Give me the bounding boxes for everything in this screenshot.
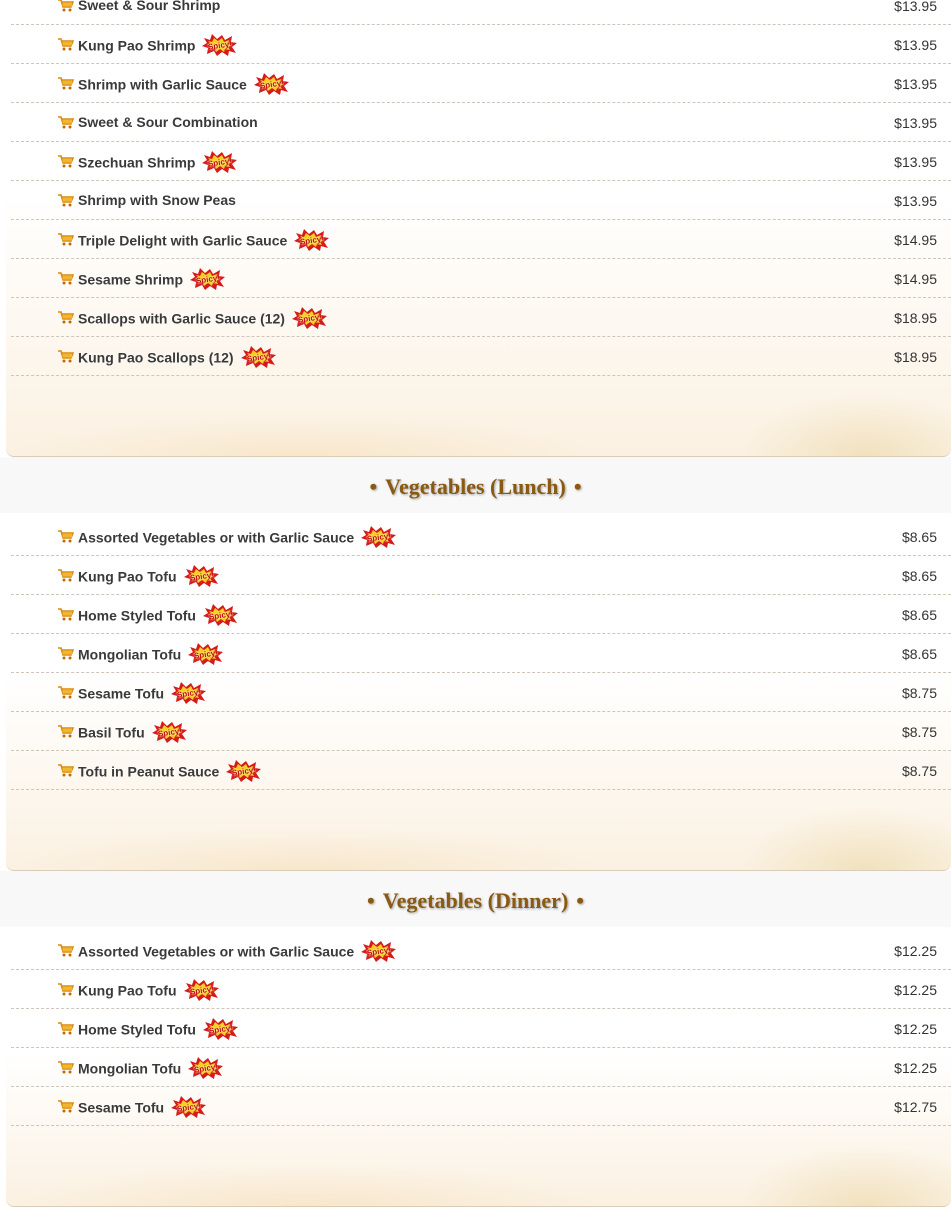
svg-text:Spicy!: Spicy! bbox=[207, 39, 233, 52]
menu-item-name-text: Kung Pao Scallops (12) bbox=[78, 349, 234, 366]
menu-item-name-text: Assorted Vegetables or with Garlic Sauce bbox=[78, 943, 355, 960]
menu-item-name[interactable] bbox=[78, 1020, 239, 1042]
spicy-badge-icon bbox=[171, 1096, 207, 1118]
spicy-badge-icon bbox=[184, 565, 220, 587]
menu-item-name-text: Szechuan Shrimp bbox=[78, 154, 196, 171]
section-header bbox=[0, 457, 951, 513]
menu-item-row[interactable] bbox=[11, 25, 951, 64]
spicy-badge-icon bbox=[171, 682, 207, 704]
spicy-badge-icon bbox=[241, 346, 277, 368]
menu-item-row[interactable] bbox=[11, 595, 951, 634]
menu-item-row[interactable] bbox=[11, 103, 951, 142]
section-footer-pad bbox=[6, 376, 951, 456]
menu-item-name[interactable] bbox=[78, 1098, 207, 1120]
shopping-cart-icon[interactable] bbox=[58, 194, 74, 207]
menu-item-row[interactable] bbox=[11, 556, 951, 595]
svg-text:Spicy!: Spicy! bbox=[195, 273, 221, 286]
shopping-cart-icon[interactable] bbox=[58, 311, 74, 324]
menu-item-name-text: Assorted Vegetables or with Garlic Sauce bbox=[78, 529, 355, 546]
bullet-icon: • bbox=[367, 888, 375, 913]
spicy-badge-icon bbox=[190, 268, 226, 290]
menu-item-row[interactable] bbox=[11, 298, 951, 337]
svg-text:Spicy!: Spicy! bbox=[176, 687, 202, 700]
menu-item-price: $8.75 bbox=[901, 763, 937, 779]
shopping-cart-icon[interactable] bbox=[58, 0, 74, 12]
shopping-cart-icon[interactable] bbox=[58, 1061, 74, 1074]
section-title bbox=[0, 474, 951, 500]
spicy-badge-icon bbox=[361, 526, 397, 548]
menu-item-name-text: Scallops with Garlic Sauce (12) bbox=[78, 310, 285, 327]
shopping-cart-icon[interactable] bbox=[58, 647, 74, 660]
menu-item-name[interactable] bbox=[78, 723, 188, 745]
menu-item-name[interactable] bbox=[78, 348, 277, 370]
menu-item-price: $14.95 bbox=[894, 232, 937, 248]
menu-item-name[interactable] bbox=[78, 75, 290, 97]
menu-item-name-text: Sweet & Sour Shrimp bbox=[78, 0, 221, 13]
menu-item-name-text: Sesame Shrimp bbox=[78, 271, 184, 288]
shopping-cart-icon[interactable] bbox=[58, 569, 74, 582]
shopping-cart-icon[interactable] bbox=[58, 155, 74, 168]
menu-item-price: $8.65 bbox=[901, 607, 937, 623]
shopping-cart-icon[interactable] bbox=[58, 608, 74, 621]
menu-item-price: $12.25 bbox=[894, 1060, 937, 1076]
menu-item-price: $13.95 bbox=[894, 193, 937, 209]
spicy-badge-icon bbox=[184, 979, 220, 1001]
menu-item-name[interactable] bbox=[78, 153, 238, 175]
svg-text:Spicy!: Spicy! bbox=[299, 234, 325, 247]
menu-item-name[interactable] bbox=[78, 645, 224, 667]
section-footer-pad bbox=[6, 1126, 951, 1206]
shopping-cart-icon[interactable] bbox=[58, 944, 74, 957]
shopping-cart-icon[interactable] bbox=[58, 233, 74, 246]
menu-item-name-text: Mongolian Tofu bbox=[78, 1060, 182, 1077]
menu-item-row[interactable] bbox=[11, 751, 951, 790]
spicy-badge-icon bbox=[292, 307, 328, 329]
svg-text:Spicy!: Spicy! bbox=[176, 1101, 202, 1114]
section-title-text: Vegetables (Lunch) bbox=[385, 474, 566, 499]
shopping-cart-icon[interactable] bbox=[58, 77, 74, 90]
menu-item-price: $13.95 bbox=[894, 154, 937, 170]
menu-item-name[interactable] bbox=[78, 192, 236, 208]
svg-text:Spicy!: Spicy! bbox=[366, 945, 392, 958]
spicy-badge-icon bbox=[361, 940, 397, 962]
menu-item-name[interactable] bbox=[78, 114, 258, 130]
menu-item-row[interactable] bbox=[11, 259, 951, 298]
menu-item-name-text: Home Styled Tofu bbox=[78, 607, 196, 624]
shopping-cart-icon[interactable] bbox=[58, 530, 74, 543]
shopping-cart-icon[interactable] bbox=[58, 1100, 74, 1113]
section-header bbox=[0, 871, 951, 927]
section-title-text: Vegetables (Dinner) bbox=[382, 888, 569, 913]
menu-item-row[interactable] bbox=[11, 220, 951, 259]
menu-item-name[interactable] bbox=[78, 981, 220, 1003]
svg-text:Spicy!: Spicy! bbox=[188, 984, 214, 997]
menu-item-row[interactable] bbox=[11, 634, 951, 673]
menu-item-row[interactable] bbox=[11, 970, 951, 1009]
menu-item-name-text: Shrimp with Snow Peas bbox=[78, 192, 236, 208]
shopping-cart-icon[interactable] bbox=[58, 272, 74, 285]
svg-text:Spicy!: Spicy! bbox=[188, 570, 214, 583]
menu-item-name-text: Shrimp with Garlic Sauce bbox=[78, 76, 247, 93]
section-title bbox=[0, 888, 951, 914]
shopping-cart-icon[interactable] bbox=[58, 983, 74, 996]
bullet-icon: • bbox=[573, 474, 582, 499]
menu-list bbox=[6, 927, 951, 1126]
menu-item-name[interactable] bbox=[78, 684, 207, 706]
menu-item-name[interactable] bbox=[78, 309, 328, 331]
menu-item-name-text: Triple Delight with Garlic Sauce bbox=[78, 232, 288, 249]
spicy-badge-icon bbox=[226, 760, 262, 782]
menu-item-price: $18.95 bbox=[894, 310, 937, 326]
menu-section bbox=[6, 0, 951, 457]
menu-item-name[interactable] bbox=[78, 0, 220, 13]
menu-item-price: $12.25 bbox=[894, 1021, 937, 1037]
menu-item-name[interactable] bbox=[78, 231, 330, 253]
menu-item-name-text: Sesame Tofu bbox=[78, 685, 165, 702]
menu-item-row[interactable] bbox=[11, 712, 951, 751]
menu-item-name[interactable] bbox=[78, 270, 226, 292]
menu-item-row[interactable] bbox=[11, 1048, 951, 1087]
menu-item-name[interactable] bbox=[78, 606, 239, 628]
menu-item-row[interactable] bbox=[11, 64, 951, 103]
menu-item-name-text: Kung Pao Tofu bbox=[78, 982, 177, 999]
spicy-badge-icon bbox=[152, 721, 188, 743]
svg-text:Spicy!: Spicy! bbox=[231, 765, 257, 778]
svg-text:Spicy!: Spicy! bbox=[246, 351, 272, 364]
menu-item-name[interactable] bbox=[78, 567, 220, 589]
menu-item-row[interactable] bbox=[11, 181, 951, 220]
section-footer-pad bbox=[6, 790, 951, 870]
menu-item-name-text: Tofu in Peanut Sauce bbox=[78, 763, 220, 780]
menu-item-price: $8.75 bbox=[901, 685, 937, 701]
spicy-badge-icon bbox=[202, 34, 238, 56]
menu-item-row[interactable] bbox=[11, 0, 951, 25]
menu-item-price: $13.95 bbox=[894, 37, 937, 53]
menu-item-name-text: Kung Pao Shrimp bbox=[78, 37, 196, 54]
menu-item-price: $13.95 bbox=[894, 76, 937, 92]
bullet-icon: • bbox=[369, 474, 378, 499]
spicy-badge-icon bbox=[188, 1057, 224, 1079]
menu-section bbox=[6, 513, 951, 871]
svg-text:Spicy!: Spicy! bbox=[193, 1062, 219, 1075]
spicy-badge-icon bbox=[202, 151, 238, 173]
shopping-cart-icon[interactable] bbox=[58, 350, 74, 363]
menu-item-price: $8.75 bbox=[901, 724, 937, 740]
menu-item-price: $14.95 bbox=[894, 271, 937, 287]
svg-text:Spicy!: Spicy! bbox=[193, 648, 219, 661]
menu-item-name[interactable] bbox=[78, 36, 238, 58]
shopping-cart-icon[interactable] bbox=[58, 116, 74, 129]
svg-text:Spicy!: Spicy! bbox=[208, 1023, 234, 1036]
menu-section bbox=[6, 927, 951, 1207]
menu-item-name-text: Sweet & Sour Combination bbox=[78, 114, 258, 130]
shopping-cart-icon[interactable] bbox=[58, 725, 74, 738]
menu-item-price: $12.25 bbox=[894, 982, 937, 998]
menu-item-name-text: Mongolian Tofu bbox=[78, 646, 182, 663]
menu-item-price: $13.95 bbox=[894, 115, 937, 131]
menu-item-row[interactable] bbox=[11, 337, 951, 376]
shopping-cart-icon[interactable] bbox=[58, 1022, 74, 1035]
spicy-badge-icon bbox=[254, 73, 290, 95]
svg-text:Spicy!: Spicy! bbox=[208, 609, 234, 622]
menu-item-price: $8.65 bbox=[901, 646, 937, 662]
svg-text:Spicy!: Spicy! bbox=[259, 78, 285, 91]
spicy-badge-icon bbox=[203, 604, 239, 626]
menu-item-price: $8.65 bbox=[901, 568, 937, 584]
menu-item-row[interactable] bbox=[11, 1009, 951, 1048]
menu-item-name[interactable] bbox=[78, 528, 397, 550]
menu-item-row[interactable] bbox=[11, 517, 951, 556]
svg-text:Spicy!: Spicy! bbox=[207, 156, 233, 169]
shopping-cart-icon[interactable] bbox=[58, 764, 74, 777]
spicy-badge-icon bbox=[203, 1018, 239, 1040]
shopping-cart-icon[interactable] bbox=[58, 38, 74, 51]
menu-item-name-text: Kung Pao Tofu bbox=[78, 568, 177, 585]
shopping-cart-icon[interactable] bbox=[58, 686, 74, 699]
menu-item-name-text: Sesame Tofu bbox=[78, 1099, 165, 1116]
menu-list bbox=[6, 0, 951, 376]
spicy-badge-icon bbox=[188, 643, 224, 665]
menu-item-name[interactable] bbox=[78, 762, 262, 784]
svg-text:Spicy!: Spicy! bbox=[297, 312, 323, 325]
menu-list bbox=[6, 513, 951, 790]
menu-item-row[interactable] bbox=[11, 931, 951, 970]
menu-item-price: $12.25 bbox=[894, 943, 937, 959]
menu-item-row[interactable] bbox=[11, 1087, 951, 1126]
menu-item-name-text: Basil Tofu bbox=[78, 724, 145, 741]
menu-item-price: $8.65 bbox=[901, 529, 937, 545]
menu-item-row[interactable] bbox=[11, 142, 951, 181]
svg-text:Spicy!: Spicy! bbox=[157, 726, 183, 739]
menu-item-price: $13.95 bbox=[894, 0, 937, 14]
menu-item-price: $18.95 bbox=[894, 349, 937, 365]
spicy-badge-icon bbox=[294, 229, 330, 251]
menu-item-price: $12.75 bbox=[894, 1099, 937, 1115]
bullet-icon: • bbox=[576, 888, 584, 913]
menu-item-name[interactable] bbox=[78, 942, 397, 964]
menu-item-row[interactable] bbox=[11, 673, 951, 712]
svg-text:Spicy!: Spicy! bbox=[366, 531, 392, 544]
menu-item-name[interactable] bbox=[78, 1059, 224, 1081]
menu-item-name-text: Home Styled Tofu bbox=[78, 1021, 196, 1038]
